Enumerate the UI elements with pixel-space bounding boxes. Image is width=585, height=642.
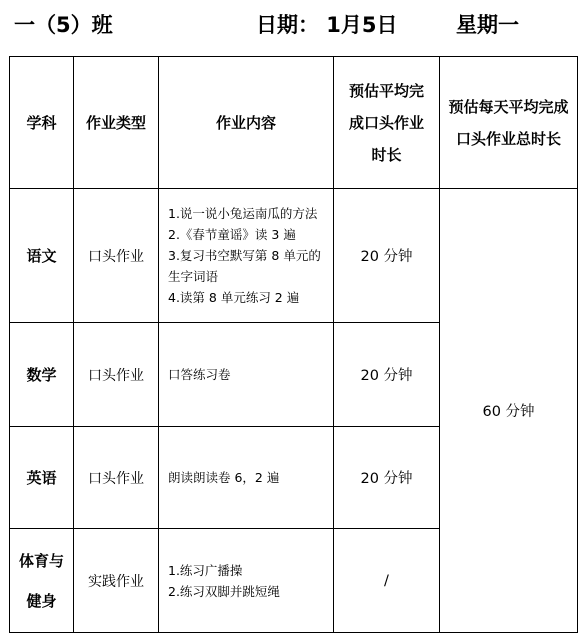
time-cell: 20 分钟 <box>334 323 440 427</box>
subject-cell: 语文 <box>10 189 74 323</box>
type-cell: 实践作业 <box>74 529 159 633</box>
content-line: 2.《春节童谣》读 3 遍 <box>168 227 296 242</box>
homework-table <box>9 56 578 633</box>
header-subject: 学科 <box>10 57 74 189</box>
header-total-time: 预估每天平均完成口头作业总时长 <box>440 57 578 189</box>
header-type: 作业类型 <box>74 57 159 189</box>
type-cell: 口头作业 <box>74 427 159 529</box>
table-header-row <box>10 57 578 189</box>
table-row <box>10 189 578 323</box>
content-line: 口答练习卷 <box>168 367 231 382</box>
type-cell: 口头作业 <box>74 189 159 323</box>
subject-cell: 英语 <box>10 427 74 529</box>
content-line: 3.复习书空默写第 8 单元的生字词语 <box>168 248 321 284</box>
content-cell <box>159 427 334 529</box>
content-cell <box>159 189 334 323</box>
header-content: 作业内容 <box>159 57 334 189</box>
content-cell <box>159 529 334 633</box>
subject-cell: 数学 <box>10 323 74 427</box>
content-line: 2.练习双脚并跳短绳 <box>168 583 280 599</box>
content-line: 朗读朗读卷 6，2 遍 <box>168 470 280 485</box>
time-cell: 20 分钟 <box>334 189 440 323</box>
time-cell: / <box>334 529 440 633</box>
content-line: 1.说一说小兔运南瓜的方法 <box>168 206 318 221</box>
page-header <box>0 8 585 42</box>
header-avg-time: 预估平均完成口头作业时长 <box>334 57 440 189</box>
date-label: 日期： 1月5日 <box>256 13 398 37</box>
weekday-label: 星期一 <box>456 13 519 37</box>
content-line: 1.练习广播操 <box>168 562 243 578</box>
content-cell <box>159 323 334 427</box>
total-time-cell: 60 分钟 <box>440 189 578 633</box>
content-line: 4.读第 8 单元练习 2 遍 <box>168 290 300 305</box>
type-cell: 口头作业 <box>74 323 159 427</box>
time-cell: 20 分钟 <box>334 427 440 529</box>
class-name: 一（5）班 <box>14 13 113 37</box>
subject-cell: 体育与健身 <box>10 529 74 633</box>
